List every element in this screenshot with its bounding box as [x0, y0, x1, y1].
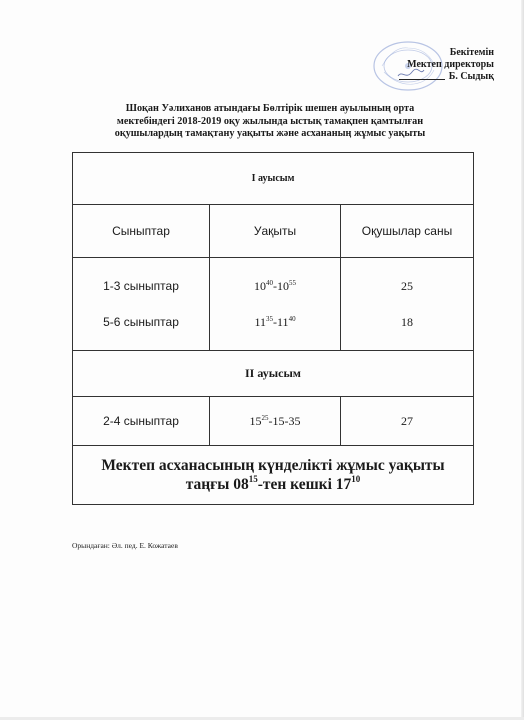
canteen-hours-line-2: [73, 475, 473, 494]
canteen-hours-row: [73, 446, 474, 505]
shift-2-header-row: [73, 351, 474, 397]
canteen-hours-line-1: Мектеп асханасының күнделікті жұмыс уақыты: [101, 457, 445, 474]
shift-1-header-row: [73, 153, 474, 205]
canteen-close-hour: -тен кешкі 17: [257, 476, 352, 493]
heading-line-1: Шоқан Уәлиханов атындағы Бөлтірік шешен ауылының орта: [125, 103, 415, 114]
time-minute: 25: [261, 413, 269, 422]
time-minute: 55: [289, 279, 296, 287]
classes-5-6: 5-6 сыныптар: [103, 315, 179, 329]
approval-block: [399, 47, 494, 83]
canteen-open-hour: таңғы 08: [185, 476, 249, 493]
heading-line-3: оқушылардың тамақтану уақыты және асхананың жұмыс уақыты: [114, 128, 426, 139]
classes-2-4: 2-4 сыныптар: [73, 397, 210, 446]
time-minute: 40: [266, 279, 273, 287]
shift-1-time-cell: [210, 258, 341, 351]
signature-underline: [399, 79, 445, 80]
shift-1-label: I ауысым: [73, 153, 474, 205]
time-5-6: $11^{35}-11^{40}$: [254, 315, 296, 329]
canteen-hours-cell: [73, 446, 474, 505]
classes-1-3: 1-3 сыныптар: [103, 279, 179, 293]
heading-line-2: мектебіндегі 2018-2019 оқу жылында ыстық тамақпен қамтылған: [116, 115, 424, 127]
shift-2-data-row: [73, 397, 474, 446]
time-hour: 10: [277, 279, 289, 293]
executor-note: Орындаған: Әл. пед. Е. Кожатаев: [72, 541, 178, 550]
count-2-4: 27: [341, 397, 474, 446]
time-minute: 35: [266, 315, 273, 323]
time-hour: 10: [254, 279, 266, 293]
time-2-4: [210, 397, 341, 446]
column-header-classes: Сыныптар: [73, 205, 210, 258]
document-heading: [60, 103, 480, 141]
schedule-table: [72, 152, 474, 505]
canteen-open-minute: 15: [248, 474, 258, 484]
time-hour: 11: [254, 315, 266, 329]
count-5-6: 18: [401, 315, 413, 329]
shift-1-classes-cell: [73, 258, 210, 351]
count-1-3: 25: [401, 279, 413, 293]
column-header-time: Уақыты: [210, 205, 341, 258]
approval-signature-line: [399, 71, 494, 83]
column-header-count: Оқушылар саны: [341, 205, 474, 258]
approval-position: Мектеп директоры: [407, 59, 494, 70]
time-hour: 11: [277, 315, 289, 329]
shift-1-count-cell: [341, 258, 474, 351]
shift-2-label: II ауысым: [73, 351, 474, 397]
column-header-row: [73, 205, 474, 258]
approval-name: Б. Сыдық: [448, 71, 494, 82]
time-minute: 40: [288, 315, 296, 323]
time-1-3: $10^{40}-10^{55}$: [254, 279, 296, 293]
canteen-close-minute: 10: [351, 474, 361, 484]
shift-1-data-row: [73, 258, 474, 351]
approval-title: Бекітемін: [449, 47, 494, 58]
time-rest: -15-35: [268, 413, 301, 428]
time-hour: 15: [249, 413, 262, 428]
